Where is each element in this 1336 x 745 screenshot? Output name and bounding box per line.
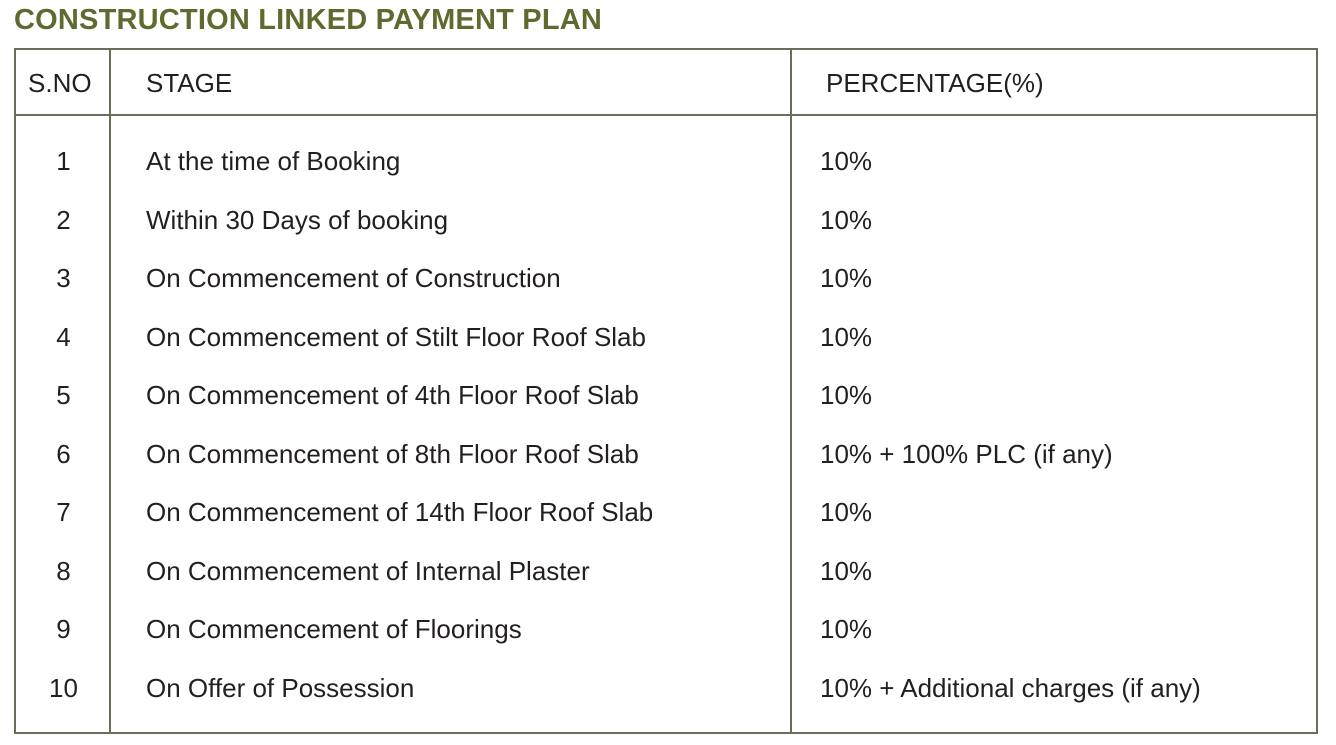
row-sno: 5: [56, 380, 71, 410]
row-sno: 9: [56, 614, 71, 644]
table-row: [16, 439, 1316, 497]
row-percentage: 10% + Additional charges (if any): [820, 672, 1201, 703]
row-stage: On Commencement of Stilt Floor Roof Slab: [146, 321, 646, 352]
row-sno: 1: [56, 146, 71, 176]
row-percentage: 10%: [820, 614, 873, 644]
row-stage: On Commencement of 4th Floor Roof Slab: [146, 380, 639, 410]
row-percentage: 10%: [820, 380, 873, 410]
row-percentage: 10%: [820, 321, 873, 352]
row-stage: On Commencement of Internal Plaster: [146, 555, 590, 586]
row-percentage: 10%: [820, 497, 873, 527]
row-sno: 6: [56, 438, 71, 469]
header-divider: [16, 114, 1316, 116]
row-stage: Within 30 Days of booking: [146, 204, 449, 235]
row-percentage: 10%: [820, 263, 873, 293]
row-stage: At the time of Booking: [146, 146, 401, 176]
row-sno: 10: [49, 672, 78, 703]
header-stage: STAGE: [146, 68, 233, 98]
table-row: [16, 322, 1316, 380]
header-percentage: PERCENTAGE(%): [826, 68, 1044, 98]
table-row: [16, 614, 1316, 672]
header-sno: S.NO: [28, 68, 92, 98]
row-percentage: 10%: [820, 204, 873, 235]
row-stage: On Offer of Possession: [146, 672, 415, 703]
row-sno: 4: [56, 321, 71, 352]
row-sno: 8: [56, 555, 71, 586]
row-stage: On Commencement of Floorings: [146, 614, 522, 644]
payment-plan-table: [14, 48, 1318, 734]
row-stage: On Commencement of 8th Floor Roof Slab: [146, 438, 639, 469]
row-stage: On Commencement of 14th Floor Roof Slab: [146, 497, 654, 527]
table-row: [16, 556, 1316, 614]
table-row: [16, 263, 1316, 321]
row-percentage: 10% + 100% PLC (if any): [820, 438, 1113, 469]
row-sno: 3: [56, 263, 71, 293]
row-sno: 2: [56, 204, 71, 235]
table-row: [16, 146, 1316, 204]
row-stage: On Commencement of Construction: [146, 263, 561, 293]
row-percentage: 10%: [820, 555, 873, 586]
page-title: CONSTRUCTION LINKED PAYMENT PLAN: [14, 4, 603, 36]
table-row: [16, 497, 1316, 555]
table-row: [16, 673, 1316, 731]
row-sno: 7: [56, 497, 71, 527]
table-row: [16, 205, 1316, 263]
row-percentage: 10%: [820, 146, 873, 176]
table-row: [16, 380, 1316, 438]
